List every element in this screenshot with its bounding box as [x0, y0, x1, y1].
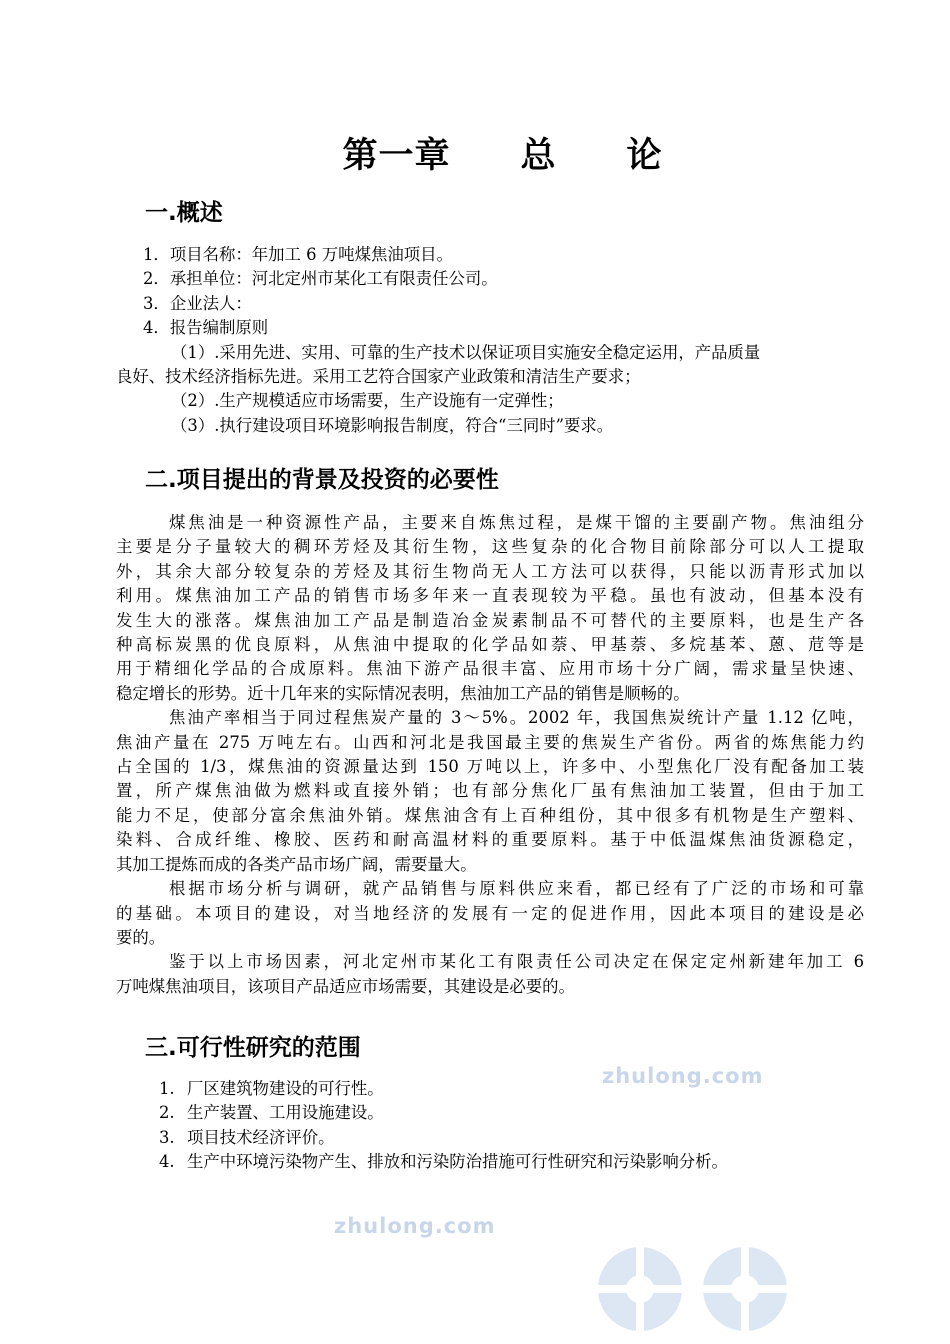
paragraph-line: 根据市场分析与调研，就产品销售与原料供应来看，都已经有了广泛的市场和可靠: [169, 879, 864, 899]
paragraph-line: 的基础。本项目的建设，对当地经济的发展有一定的促进作用，因此本项目的建设是必: [116, 903, 864, 923]
paragraph-line: 利用。煤焦油加工产品的销售市场多年来一直表现较为平稳。虽也有波动，但基本没有: [116, 586, 864, 606]
paragraph-line: 能力不足，使部分富余焦油外销。煤焦油含有上百种组份，其中很多有机物是生产塑料、: [116, 805, 864, 825]
watermark-logo: [595, 1234, 795, 1344]
section-2-body: [116, 511, 864, 999]
section-heading: 一.概述: [145, 200, 223, 226]
paragraph-line: 要的。: [116, 927, 166, 947]
paragraph-line: 种高标炭黑的优良原料，从焦油中提取的化学品如萘、甲基萘、多烷基苯、蒽、苊等是: [116, 635, 864, 655]
paragraph-line: 置，所产煤焦油做为燃料或直接外销；也有部分焦化厂虽有焦油加工装置，但由于加工: [116, 781, 864, 801]
paragraph-line: 万吨煤焦油项目，该项目产品适应市场需要，其建设是必要的。: [116, 976, 575, 996]
list-item: [116, 1101, 876, 1125]
paragraph-line: 主要是分子量较大的稠环芳烃及其衍生物，这些复杂的化合物目前除部分可以人工提取: [116, 537, 864, 557]
list-text: 生产中环境污染物产生、排放和污染防治措施可行性研究和污染影响分析。: [187, 1152, 728, 1172]
sub-item: （2）.生产规模适应市场需要，生产设施有一定弹性；: [171, 391, 564, 411]
section-heading: 三.可行性研究的范围: [145, 1035, 361, 1061]
list-text: 厂区建筑物建设的可行性。: [187, 1079, 384, 1098]
list-number: 4.: [159, 1152, 175, 1172]
chapter-title-part: 第一章: [342, 136, 451, 176]
sub-item: 良好、技术经济指标先进。采用工艺符合国家产业政策和清洁生产要求；: [116, 367, 641, 387]
section-1-body: [116, 243, 864, 438]
list-number: 3.: [159, 1127, 175, 1147]
paragraph-line: 焦油产率相当于同过程焦炭产量的 3～5%。2002 年，我国焦炭统计产量 1.12 亿吨，: [169, 708, 864, 728]
section-heading: 二.项目提出的背景及投资的必要性: [145, 467, 499, 493]
list-text: 项目技术经济评价。: [187, 1127, 335, 1147]
list-item: 2．承担单位：河北定州市某化工有限责任公司。: [143, 269, 498, 289]
paragraph-line: 鉴于以上市场因素，河北定州市某化工有限责任公司决定在保定定州新建年加工 6: [169, 952, 864, 972]
list-item: [116, 1077, 876, 1101]
paragraph-line: 稳定增长的形势。近十几年来的实际情况表明，焦油加工产品的销售是顺畅的。: [116, 683, 690, 703]
watermark-text: zhulong.com: [334, 1214, 496, 1238]
list-item: 3．企业法人：: [143, 293, 252, 313]
list-item: [116, 1126, 876, 1150]
paragraph-line: 发生大的涨落。煤焦油加工产品是制造冶金炭素制品不可替代的主要原料，也是生产各: [116, 610, 864, 630]
paragraph-line: 焦油产量在 275 万吨左右。山西和河北是我国最主要的焦炭生产省份。两省的炼焦能力约: [116, 732, 864, 752]
paragraph-line: 其加工提炼而成的各类产品市场广阔，需要量大。: [116, 854, 477, 874]
chapter-title: [0, 128, 950, 178]
paragraph-line: 外，其余大部分较复杂的芳烃及其衍生物尚无人工方法可以获得，只能以沥青形式加以: [116, 561, 864, 581]
list-item: [116, 1150, 876, 1174]
list-number: 2.: [159, 1103, 175, 1123]
list-text: 生产装置、工用设施建设。: [187, 1103, 384, 1123]
paragraph-line: 煤焦油是一种资源性产品，主要来自炼焦过程，是煤干馏的主要副产物。焦油组分: [169, 513, 864, 532]
paragraph-line: 染料、合成纤维、橡胶、医药和耐高温材料的重要原料。基于中低温煤焦油货源稳定，: [116, 830, 864, 850]
sub-item: （3）.执行建设项目环境影响报告制度，符合“三同时”要求。: [171, 415, 614, 435]
list-item: 4．报告编制原则: [143, 318, 269, 338]
chapter-title-part: 论: [626, 136, 663, 176]
list-number: 1.: [159, 1079, 175, 1098]
chapter-title-part: 总: [520, 136, 557, 176]
sub-item: （1）.采用先进、实用、可靠的生产技术以保证项目实施安全稳定运用，产品质量: [171, 342, 761, 362]
watermark-text: zhulong.com: [602, 1064, 764, 1088]
paragraph-line: 占全国的 1/3，煤焦油的资源量达到 150 万吨以上，许多中、小型焦化厂没有配备加工装: [116, 757, 864, 777]
list-item: 1．项目名称：年加工 6 万吨煤焦油项目。: [143, 245, 453, 264]
section-3-body: [116, 1077, 876, 1175]
paragraph-line: 用于精细化学品的合成原料。焦油下游产品很丰富、应用市场十分广阔，需求量呈快速、: [116, 659, 864, 679]
